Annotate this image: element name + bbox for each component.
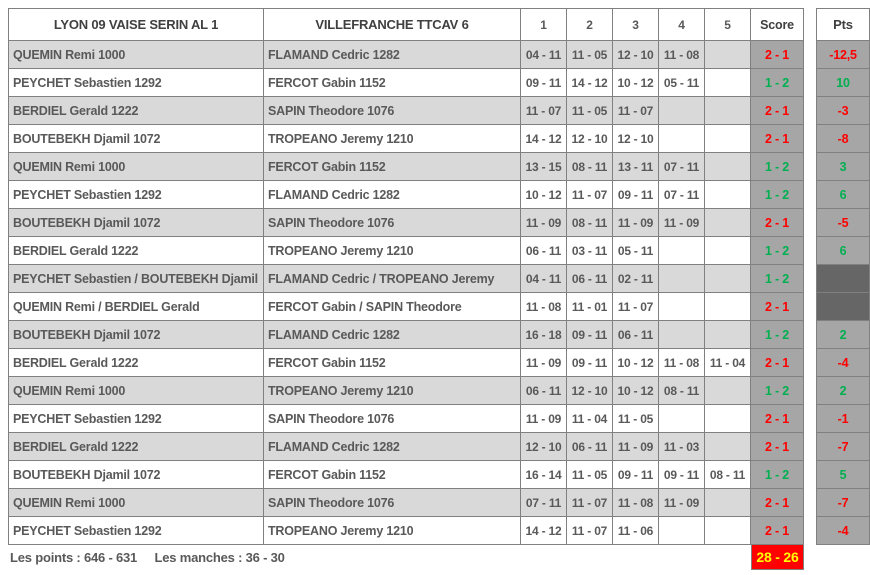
- match-row: [9, 265, 804, 293]
- set-score: 11 - 08: [659, 41, 705, 69]
- match-score: 2 - 1: [751, 489, 804, 517]
- points-value: 3: [817, 153, 870, 181]
- home-player: QUEMIN Remi 1000: [9, 41, 264, 69]
- set-score: 08 - 11: [567, 153, 613, 181]
- pts-cells: [817, 41, 870, 545]
- set-score: 16 - 18: [521, 321, 567, 349]
- set-score: 11 - 07: [567, 489, 613, 517]
- match-score: 1 - 2: [751, 377, 804, 405]
- set-score: 11 - 09: [613, 433, 659, 461]
- set-score: 06 - 11: [521, 237, 567, 265]
- away-player: TROPEANO Jeremy 1210: [264, 517, 521, 545]
- away-player: TROPEANO Jeremy 1210: [264, 237, 521, 265]
- set-score: [659, 517, 705, 545]
- match-row: [9, 433, 804, 461]
- match-score: 1 - 2: [751, 461, 804, 489]
- away-player: FERCOT Gabin 1152: [264, 153, 521, 181]
- match-score: 1 - 2: [751, 321, 804, 349]
- set-score: 11 - 09: [659, 489, 705, 517]
- total-score: 28 - 26: [751, 545, 804, 570]
- points-value: 10: [817, 69, 870, 97]
- set-score: 11 - 07: [613, 293, 659, 321]
- set-score: 08 - 11: [659, 377, 705, 405]
- set-score: [659, 405, 705, 433]
- set-score: 11 - 09: [521, 349, 567, 377]
- away-player: SAPIN Theodore 1076: [264, 405, 521, 433]
- match-row: [9, 97, 804, 125]
- set-score: 06 - 11: [521, 377, 567, 405]
- points-value: 2: [817, 321, 870, 349]
- away-player: FERCOT Gabin 1152: [264, 349, 521, 377]
- set-score: [659, 97, 705, 125]
- match-row: [9, 461, 804, 489]
- set-score: 11 - 04: [705, 349, 751, 377]
- set-5-header: 5: [705, 9, 751, 41]
- set-score: 14 - 12: [567, 69, 613, 97]
- away-player: TROPEANO Jeremy 1210: [264, 125, 521, 153]
- match-score: 2 - 1: [751, 41, 804, 69]
- home-player: BOUTEBEKH Djamil 1072: [9, 461, 264, 489]
- set-score: [705, 41, 751, 69]
- points-value: 6: [817, 237, 870, 265]
- home-player: PEYCHET Sebastien / BOUTEBEKH Djamil: [9, 265, 264, 293]
- set-score: 08 - 11: [567, 209, 613, 237]
- match-score: 2 - 1: [751, 517, 804, 545]
- points-value: 5: [817, 461, 870, 489]
- points-value: 6: [817, 181, 870, 209]
- set-score: [705, 517, 751, 545]
- set-score: 14 - 12: [521, 517, 567, 545]
- set-score: 11 - 01: [567, 293, 613, 321]
- set-score: [659, 293, 705, 321]
- set-score: 09 - 11: [613, 461, 659, 489]
- set-score: 07 - 11: [659, 181, 705, 209]
- home-player: BOUTEBEKH Djamil 1072: [9, 125, 264, 153]
- set-score: 11 - 04: [567, 405, 613, 433]
- set-score: [705, 153, 751, 181]
- match-score: 1 - 2: [751, 69, 804, 97]
- away-player: FLAMAND Cedric 1282: [264, 433, 521, 461]
- set-score: 10 - 12: [613, 377, 659, 405]
- set-score: 09 - 11: [521, 69, 567, 97]
- match-score: 2 - 1: [751, 293, 804, 321]
- home-player: BOUTEBEKH Djamil 1072: [9, 321, 264, 349]
- match-row: [9, 153, 804, 181]
- pts-column: [816, 8, 870, 545]
- points-value: -5: [817, 209, 870, 237]
- set-score: 12 - 10: [567, 377, 613, 405]
- points-value: -1: [817, 405, 870, 433]
- points-value: -3: [817, 97, 870, 125]
- home-team-name: LYON 09 VAISE SERIN AL 1: [9, 9, 264, 41]
- home-player: QUEMIN Remi / BERDIEL Gerald: [9, 293, 264, 321]
- match-row: [9, 41, 804, 69]
- match-score: 2 - 1: [751, 97, 804, 125]
- set-score: [659, 321, 705, 349]
- footer-summary: [10, 550, 299, 565]
- away-player: FERCOT Gabin 1152: [264, 69, 521, 97]
- match-score: 1 - 2: [751, 237, 804, 265]
- points-value: -7: [817, 489, 870, 517]
- tables-layout: [8, 8, 870, 545]
- set-score: 11 - 06: [613, 517, 659, 545]
- set-score: 11 - 05: [567, 41, 613, 69]
- set-score: 09 - 11: [613, 181, 659, 209]
- match-row: [9, 293, 804, 321]
- set-score: [659, 125, 705, 153]
- set-score: 11 - 07: [567, 517, 613, 545]
- set-score: 14 - 12: [521, 125, 567, 153]
- set-score: [705, 181, 751, 209]
- set-score: 05 - 11: [659, 69, 705, 97]
- set-score: 12 - 10: [613, 41, 659, 69]
- match-row: [9, 489, 804, 517]
- away-player: SAPIN Theodore 1076: [264, 209, 521, 237]
- home-player: BERDIEL Gerald 1222: [9, 433, 264, 461]
- set-score: 08 - 11: [705, 461, 751, 489]
- set-4-header: 4: [659, 9, 705, 41]
- set-score: [705, 209, 751, 237]
- match-row: [9, 377, 804, 405]
- set-score: 09 - 11: [659, 461, 705, 489]
- match-row: [9, 125, 804, 153]
- points-value: -7: [817, 433, 870, 461]
- set-score: 11 - 05: [613, 405, 659, 433]
- set-score: 13 - 11: [613, 153, 659, 181]
- set-score: 09 - 11: [567, 321, 613, 349]
- away-player: FLAMAND Cedric 1282: [264, 41, 521, 69]
- away-player: FERCOT Gabin 1152: [264, 461, 521, 489]
- match-row: [9, 405, 804, 433]
- set-score: 05 - 11: [613, 237, 659, 265]
- match-score: 2 - 1: [751, 433, 804, 461]
- home-player: PEYCHET Sebastien 1292: [9, 405, 264, 433]
- set-score: 13 - 15: [521, 153, 567, 181]
- set-score: 10 - 12: [613, 69, 659, 97]
- points-cell-empty: [817, 293, 870, 321]
- set-score: 11 - 09: [521, 209, 567, 237]
- set-score: 11 - 07: [521, 97, 567, 125]
- away-player: FLAMAND Cedric / TROPEANO Jeremy: [264, 265, 521, 293]
- set-score: 16 - 14: [521, 461, 567, 489]
- match-row: [9, 69, 804, 97]
- home-player: BERDIEL Gerald 1222: [9, 237, 264, 265]
- match-score: 1 - 2: [751, 181, 804, 209]
- match-row: [9, 181, 804, 209]
- match-score: 2 - 1: [751, 209, 804, 237]
- match-score: 1 - 2: [751, 153, 804, 181]
- set-score: 12 - 10: [521, 433, 567, 461]
- set-score: [705, 489, 751, 517]
- set-score: 11 - 09: [521, 405, 567, 433]
- away-player: FERCOT Gabin / SAPIN Theodore: [264, 293, 521, 321]
- table-header-row: [9, 9, 804, 41]
- set-score: [705, 69, 751, 97]
- set-score: [659, 265, 705, 293]
- match-row: [9, 321, 804, 349]
- home-player: QUEMIN Remi 1000: [9, 153, 264, 181]
- away-player: SAPIN Theodore 1076: [264, 489, 521, 517]
- away-player: TROPEANO Jeremy 1210: [264, 377, 521, 405]
- away-team-name: VILLEFRANCHE TTCAV 6: [264, 9, 521, 41]
- set-score: 12 - 10: [567, 125, 613, 153]
- points-value: -4: [817, 349, 870, 377]
- set-score: [705, 97, 751, 125]
- points-value: -4: [817, 517, 870, 545]
- set-score: 11 - 07: [567, 181, 613, 209]
- set-score: [705, 125, 751, 153]
- set-score: [705, 293, 751, 321]
- match-row: [9, 237, 804, 265]
- set-score: 11 - 09: [613, 209, 659, 237]
- set-score: 11 - 03: [659, 433, 705, 461]
- home-player: BERDIEL Gerald 1222: [9, 349, 264, 377]
- set-score: 02 - 11: [613, 265, 659, 293]
- set-score: 10 - 12: [613, 349, 659, 377]
- match-score: 2 - 1: [751, 349, 804, 377]
- set-1-header: 1: [521, 9, 567, 41]
- home-player: BOUTEBEKH Djamil 1072: [9, 209, 264, 237]
- set-score: 11 - 07: [613, 97, 659, 125]
- match-row: [9, 517, 804, 545]
- home-player: PEYCHET Sebastien 1292: [9, 69, 264, 97]
- set-score: 03 - 11: [567, 237, 613, 265]
- away-player: SAPIN Theodore 1076: [264, 97, 521, 125]
- set-score: 06 - 11: [567, 433, 613, 461]
- match-table: [8, 8, 804, 545]
- set-score: 09 - 11: [567, 349, 613, 377]
- set-score: 11 - 09: [659, 209, 705, 237]
- set-score: [705, 265, 751, 293]
- points-value: 2: [817, 377, 870, 405]
- set-score: [705, 321, 751, 349]
- set-2-header: 2: [567, 9, 613, 41]
- set-score: 11 - 05: [567, 97, 613, 125]
- set-score: [705, 377, 751, 405]
- set-score: 11 - 05: [567, 461, 613, 489]
- score-header: Score: [751, 9, 804, 41]
- set-score: [705, 237, 751, 265]
- home-player: PEYCHET Sebastien 1292: [9, 181, 264, 209]
- home-player: BERDIEL Gerald 1222: [9, 97, 264, 125]
- set-score: 11 - 08: [613, 489, 659, 517]
- set-3-header: 3: [613, 9, 659, 41]
- match-row: [9, 349, 804, 377]
- set-score: [659, 237, 705, 265]
- points-value: -8: [817, 125, 870, 153]
- match-rows: [9, 41, 804, 545]
- points-cell-empty: [817, 265, 870, 293]
- match-row: [9, 209, 804, 237]
- match-score: 2 - 1: [751, 405, 804, 433]
- home-player: QUEMIN Remi 1000: [9, 489, 264, 517]
- set-score: 12 - 10: [613, 125, 659, 153]
- away-player: FLAMAND Cedric 1282: [264, 181, 521, 209]
- set-score: 10 - 12: [521, 181, 567, 209]
- home-player: QUEMIN Remi 1000: [9, 377, 264, 405]
- set-score: 07 - 11: [659, 153, 705, 181]
- set-score: 11 - 08: [659, 349, 705, 377]
- set-score: [705, 433, 751, 461]
- set-score: 06 - 11: [567, 265, 613, 293]
- match-score: 2 - 1: [751, 125, 804, 153]
- total-points-text: Les points : 646 - 631: [10, 550, 138, 565]
- set-score: 04 - 11: [521, 265, 567, 293]
- set-score: [705, 405, 751, 433]
- home-player: PEYCHET Sebastien 1292: [9, 517, 264, 545]
- pts-header: Pts: [817, 9, 870, 41]
- match-score: 1 - 2: [751, 265, 804, 293]
- away-player: FLAMAND Cedric 1282: [264, 321, 521, 349]
- set-score: 11 - 08: [521, 293, 567, 321]
- total-manches-text: Les manches : 36 - 30: [154, 550, 285, 565]
- set-score: 04 - 11: [521, 41, 567, 69]
- set-score: 07 - 11: [521, 489, 567, 517]
- points-value: -12,5: [817, 41, 870, 69]
- set-score: 06 - 11: [613, 321, 659, 349]
